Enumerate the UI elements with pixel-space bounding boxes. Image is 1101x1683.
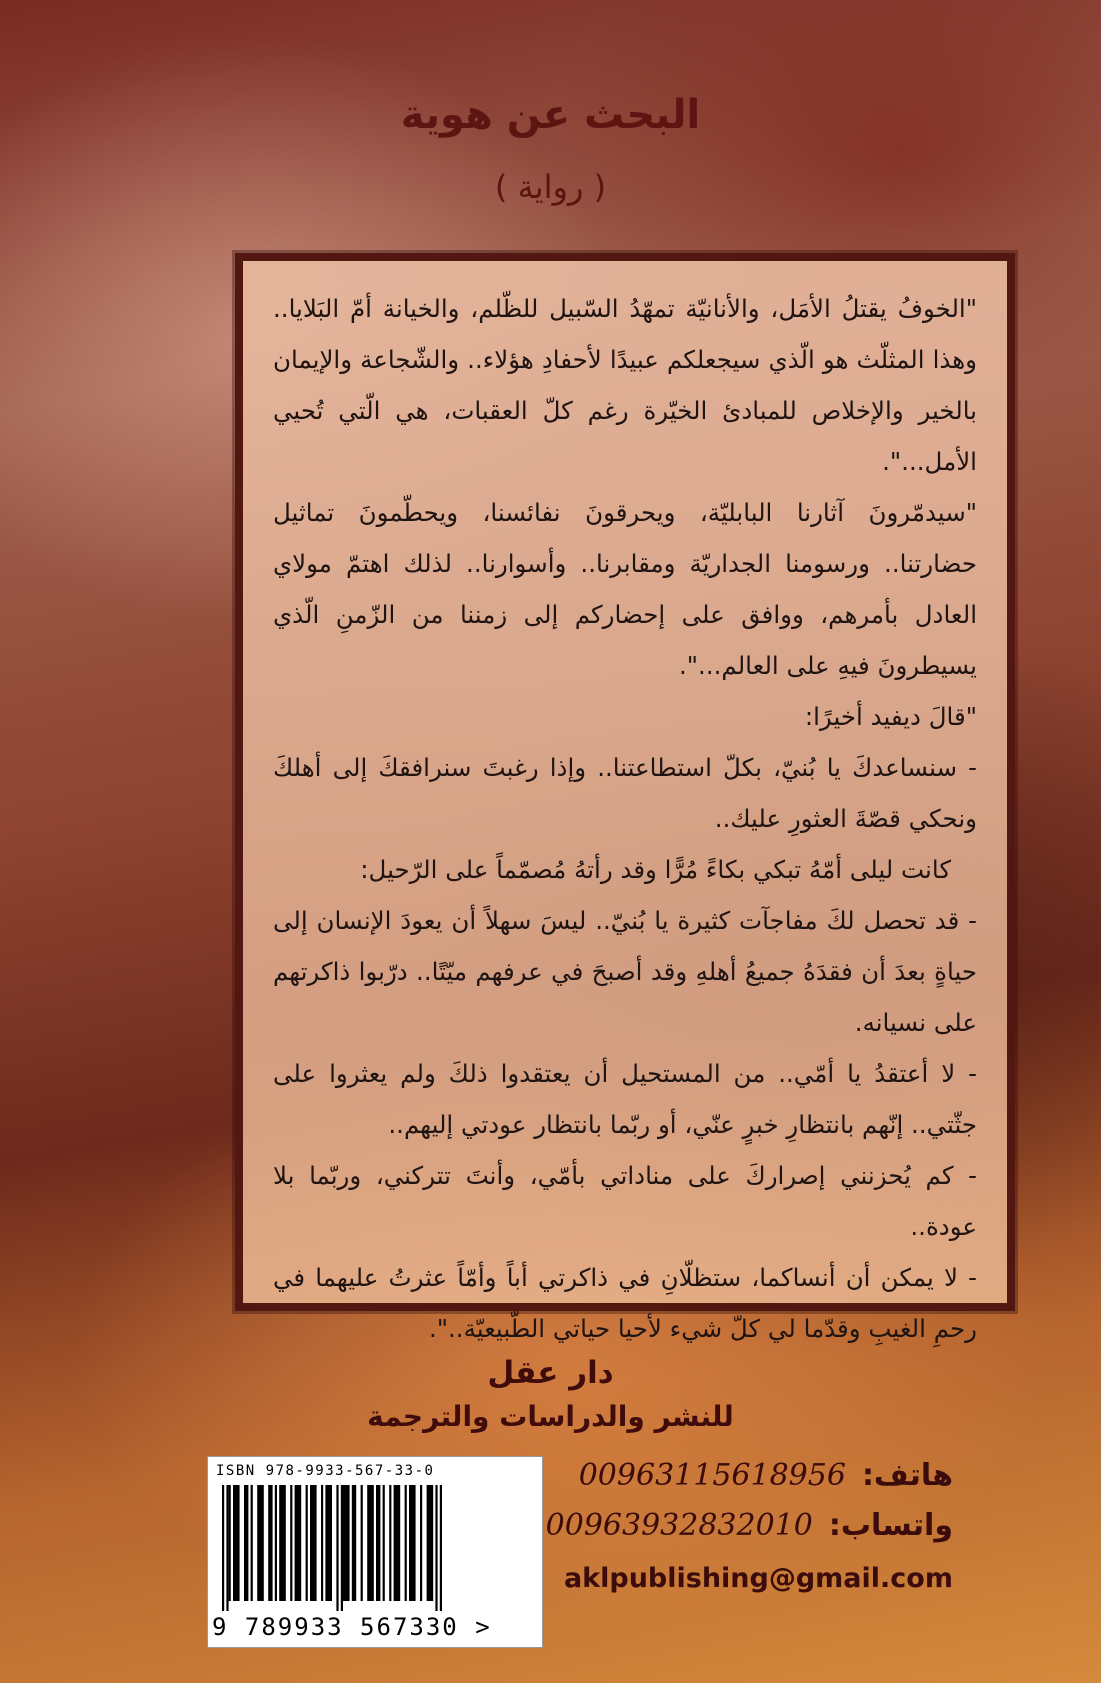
barcode-bar bbox=[343, 1485, 350, 1601]
barcode-digits: 9 789933 567330 > bbox=[212, 1613, 492, 1641]
barcode-bar bbox=[295, 1485, 302, 1601]
excerpt-paragraph: "سيدمّرونَ آثارنا البابليّة، ويحرقونَ نفائسنا، ويحطّمونَ تماثيل حضارتنا.. ورسومنا الجداريّة ومقابرنا.. وأسوارنا.. لذلك اهتمّ مولاي العادل بأمرهم، ووافق على إحضاركم إلى زمننا من الزّمنِ الّذي يسيطرونَ فيهِ على العالم...". bbox=[273, 498, 977, 680]
excerpt-paragraph: - كم يُحزنني إصراركَ على مناداتي بأمّي، وأنتَ تتركني، وربّما بلا عودة.. bbox=[273, 1161, 977, 1241]
barcode-bar bbox=[321, 1485, 323, 1601]
barcode-bar bbox=[290, 1485, 292, 1601]
barcode-bar bbox=[376, 1485, 380, 1601]
barcode-guard-bar bbox=[435, 1485, 437, 1611]
excerpt-paragraph: - قد تحصل لكَ مفاجآت كثيرة يا بُنيّ.. ليسَ سهلاً أن يعودَ الإنسان إلى حياةٍ بعدَ أن فقدَهُ جميعُ أهلهِ وقد أصبحَ في عرفهم ميّتًا.. درّبوا ذاكرتهم على نسيانه. bbox=[273, 906, 977, 1037]
barcode-guard-bar bbox=[440, 1485, 442, 1611]
book-genre: ( رواية ) bbox=[494, 168, 607, 206]
barcode-bar bbox=[229, 1485, 231, 1601]
excerpt-paragraph: - لا أعتقدُ يا أمّي.. من المستحيل أن يعتقدوا ذلكَ ولم يعثروا على جثّتي.. إنّهم بانتظارِ خبرٍ عنّي، أو ربّما بانتظار عودتي إليهم.. bbox=[273, 1059, 977, 1139]
phone-label: هاتف: bbox=[861, 1458, 953, 1493]
barcode-bar bbox=[361, 1485, 363, 1601]
excerpt-box bbox=[235, 253, 1015, 1343]
isbn-label: ISBN 978-9933-567-33-0 bbox=[216, 1463, 435, 1479]
barcode-bar bbox=[325, 1485, 332, 1601]
publisher-tagline: للنشر والدراسات والترجمة bbox=[367, 1400, 734, 1433]
isbn-barcode bbox=[207, 1456, 543, 1648]
barcode-guard-bar bbox=[222, 1485, 224, 1611]
barcode-bar bbox=[389, 1485, 391, 1601]
excerpt-paragraph: "الخوفُ يقتلُ الأمَل، والأنانيّة تمهّدُ السّبيل للظّلم، والخيانة أمّ البَلايا.. وهذا المثلّث هو الّذي سيجعلكم عبيدًا لأحفادِ هؤلاء.. والشّجاعة والإيمان بالخير والإخلاص للمبادئ الخيّرة رغم كلّ العقبات، هي الّتي تُحيي الأمل...". bbox=[273, 294, 977, 476]
barcode-guard-bar bbox=[341, 1485, 343, 1611]
barcode-bar bbox=[233, 1485, 240, 1601]
barcode-bar bbox=[268, 1485, 272, 1601]
barcode-bar bbox=[310, 1485, 317, 1601]
barcode-bar bbox=[409, 1485, 416, 1601]
barcode-bar bbox=[367, 1485, 374, 1601]
book-title: البحث عن هوية bbox=[400, 92, 701, 138]
whatsapp-label: واتساب: bbox=[828, 1508, 953, 1543]
barcode-bars bbox=[216, 1485, 534, 1611]
excerpt-paragraph: كانت ليلى أمّهُ تبكي بكاءً مُرًّا وقد رأتهُ مُصمّماً على الرّحيل: bbox=[360, 855, 951, 884]
barcode-bar bbox=[306, 1485, 308, 1601]
phone-number[interactable]: 00963115618956 bbox=[578, 1458, 846, 1493]
barcode-bar bbox=[405, 1485, 407, 1601]
barcode-bar bbox=[427, 1485, 434, 1601]
barcode-bar bbox=[420, 1485, 422, 1601]
phone-contact bbox=[579, 1458, 953, 1493]
email-address[interactable]: aklpublishing@gmail.com bbox=[563, 1563, 953, 1594]
whatsapp-contact bbox=[546, 1508, 953, 1543]
whatsapp-number[interactable]: 00963932832010 bbox=[545, 1508, 813, 1543]
barcode-bar bbox=[251, 1485, 253, 1601]
barcode-bar bbox=[279, 1485, 286, 1601]
barcode-bar bbox=[394, 1485, 401, 1601]
excerpt-paragraph: - لا يمكن أن أنساكما، ستظلّانِ في ذاكرتي أباً وأمّاً عثرتُ عليهما في رحمِ الغيبِ وقدّما لي كلّ شيء لأحيا حياتي الطّبيعيّة..". bbox=[273, 1263, 977, 1343]
excerpt-paragraph: - سنساعدكَ يا بُنيّ، بكلّ استطاعتنا.. وإذا رغبتَ سنرافقكَ إلى أهلكَ ونحكي قصّةَ العثورِ عليك.. bbox=[273, 753, 977, 833]
barcode-guard-bar bbox=[226, 1485, 228, 1611]
excerpt-paragraph: "قالَ ديفيد أخيرًا: bbox=[804, 702, 977, 731]
publisher-name: دار عقل bbox=[487, 1355, 614, 1391]
barcode-bar bbox=[257, 1485, 264, 1601]
barcode-bar bbox=[244, 1485, 248, 1601]
barcode-guard-bar bbox=[336, 1485, 338, 1611]
barcode-bar bbox=[352, 1485, 356, 1601]
barcode-bar bbox=[383, 1485, 385, 1601]
barcode-bar bbox=[275, 1485, 277, 1601]
